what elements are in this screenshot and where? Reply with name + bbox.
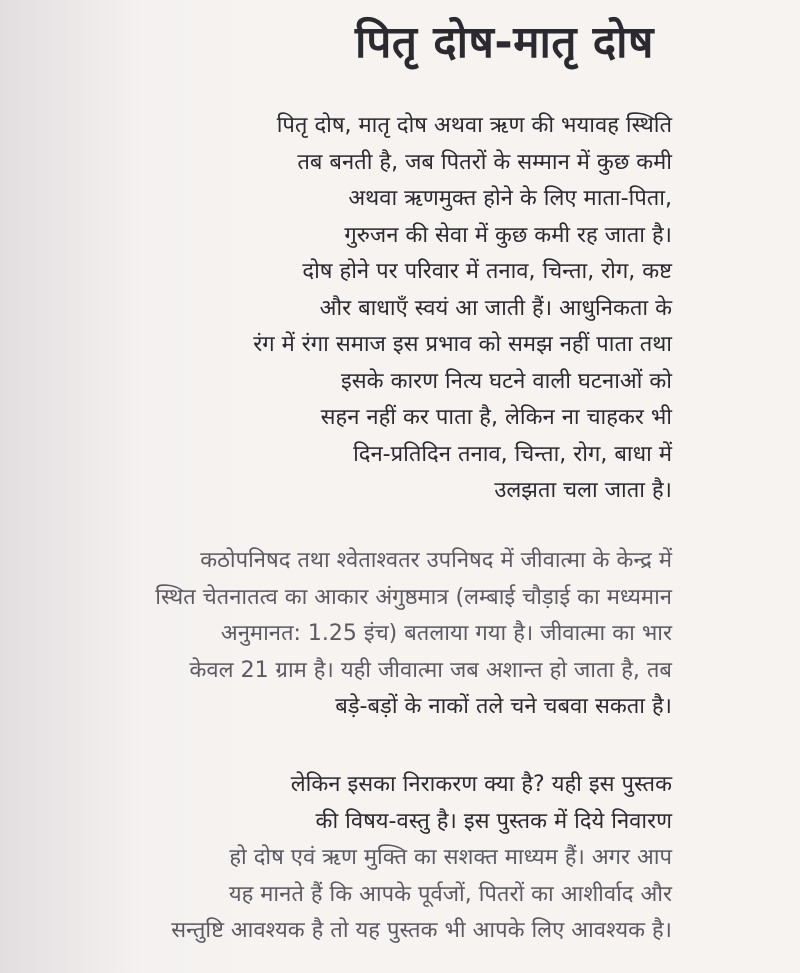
paragraph-2 xyxy=(32,543,672,726)
text-line: सन्तुष्टि आवश्यक है तो यह पुस्तक भी आपके लिए आवश्यक है। xyxy=(171,918,672,943)
text-line: केवल 21 ग्राम है। यही जीवात्मा जब अशान्त हो जाता है, तब xyxy=(189,657,672,683)
text-line: सहन नहीं कर पाता है, लेकिन ना चाहकर भी xyxy=(320,405,672,430)
text-line: उलझता चला जाता है। xyxy=(494,478,672,503)
paragraph-1 xyxy=(32,108,672,510)
text-line: पितृ दोष, मातृ दोष अथवा ऋण की भयावह स्थिति xyxy=(276,113,672,138)
text-line: अथवा ऋणमुक्त होने के लिए माता-पिता, xyxy=(348,186,672,211)
text-line: कठोपनिषद तथा श्वेताश्वतर उपनिषद में जीवात्मा के केन्द्र में xyxy=(200,548,672,573)
page-title: पितृ दोष-मातृ दोष xyxy=(354,17,654,68)
text-line: बड़े-बड़ों के नाकों तले चने चबवा सकता है। xyxy=(335,694,672,719)
text-line: इसके कारण नित्य घटने वाली घटनाओं को xyxy=(341,368,672,394)
text-line: और बाधाएँ स्वयं आ जाती हैं। आधुनिकता के xyxy=(319,295,672,321)
text-line: की विषय-वस्तु है। इस पुस्तक में दिये निवारण xyxy=(315,808,672,834)
text-line: गुरुजन की सेवा में कुछ कमी रह जाता है। xyxy=(344,222,672,248)
text-line: दोष होने पर परिवार में तनाव, चिन्ता, रोग, कष्ट xyxy=(302,259,672,284)
text-line: हो दोष एवं ऋण मुक्ति का सशक्त माध्यम हैं। अगर आप xyxy=(229,845,672,870)
paragraph-3 xyxy=(32,767,672,950)
text-line: अनुमानत: 1.25 इंच) बतलाया गया है। जीवात्मा का भार xyxy=(220,621,672,646)
text-line: दिन-प्रतिदिन तनाव, चिन्ता, रोग, बाधा में xyxy=(353,441,672,467)
text-line: स्थित चेतनातत्व का आकार अंगुष्ठमात्र (लम्बाई चौड़ाई का मध्यमान xyxy=(155,584,672,610)
text-line: यह मानते हैं कि आपके पूर्वजों, पितरों का आशीर्वाद और xyxy=(228,881,672,907)
text-line: तब बनती है, जब पितरों के सम्मान में कुछ कमी xyxy=(297,149,672,175)
text-line: रंग में रंगा समाज इस प्रभाव को समझ नहीं पाता तथा xyxy=(253,332,672,357)
text-line: लेकिन इसका निराकरण क्या है? यही इस पुस्तक xyxy=(290,772,672,797)
